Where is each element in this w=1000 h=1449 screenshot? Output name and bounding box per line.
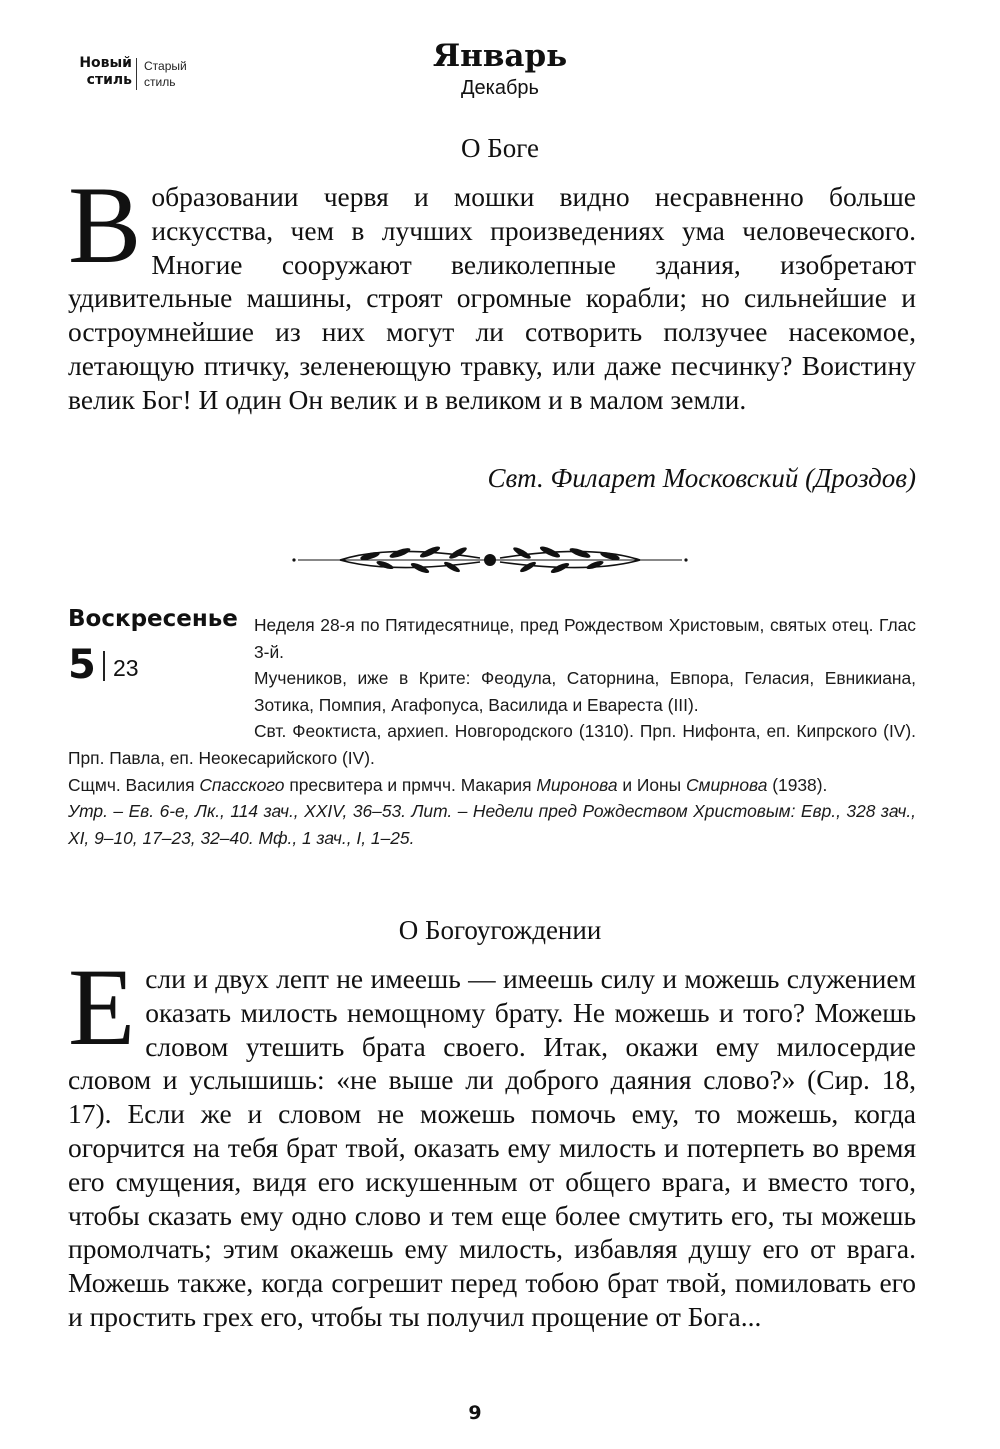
martyrs-line: Мучеников, иже в Крите: Феодула, Саторнина, Евпора, Геласия, Евникиана, Зотика, Помпия, Агафопуса, Василида и Евареста (III). <box>254 668 916 715</box>
page-number: 9 <box>468 1402 482 1424</box>
month-old-style: Декабрь <box>461 77 539 99</box>
new-martyrs-line: Сщмч. Василия Спасского пресвитера и прмчч. Макария Миронова и Ионы Смирнова (1938). <box>68 774 828 795</box>
section-title-about-god: О Боге <box>461 133 539 163</box>
day-number-old: 23 <box>113 655 139 681</box>
month-title: Январь <box>432 38 568 74</box>
new-style-word1: Новый <box>79 55 132 71</box>
old-style-word2: стиль <box>144 75 176 89</box>
ornament-divider-icon <box>280 540 700 580</box>
readings-line: Утр. – Ев. 6-е, Лк., 114 зач., XXIV, 36–53. Лит. – Недели пред Рождеством Христовым: Евр., 328 зач., XI, 9–10, 17–23, 32–40. Мф., 1 зач., I, 1–25. <box>68 801 916 848</box>
section-title-pleasing-god: О Богоугождении <box>398 915 602 945</box>
day-number-new: 5 <box>68 642 96 688</box>
calendar-entry <box>68 612 916 851</box>
section-text-pleasing-god <box>68 946 916 1334</box>
paragraph-text: сли и двух лепт не имеешь — имеешь силу и можешь служением оказать милость немощному брату. Не можешь и того? Можешь словом утешить брата своего. Итак, окажи ему милосердие словом и услышишь: «не выше ли доброго даяния слово?» (Сир. 18, 17). Если же и словом не можешь помочь ему, то можешь, когда огорчится на тебя брат твой, оказать ему милость и потерпеть во время его смущения, видя его искушенным от общего врага, и вместо того, чтобы сказать ему одно слово и тем еще более смутить его, ты можешь промолчать; этим окажешь ему милость, избавляя душу его от врага. Можешь также, когда согрешит перед тобою брат твой, помиловать его и простить грех его, чтобы ты получил прощение от Бога... <box>68 963 916 1332</box>
saints-line: Свт. Феоктиста, архиеп. Новгородского (1310). Прп. Нифонта, еп. Кипрского (IV). Прп. Павла, еп. Неокесарийского (IV). <box>68 721 916 768</box>
day-name: Воскресенье <box>68 606 238 632</box>
new-style-word2: стиль <box>86 72 132 88</box>
old-style-word1: Старый <box>144 59 187 73</box>
paragraph-text: образовании червя и мошки видно несравненно больше искусства, чем в лучших произведениях ума человеческого. Многие сооружают великолепные здания, изобретают удивительные машины, строят огромные корабли; но сильнейшие и остроумнейшие из них могут ли сотворить ползучее насекомое, летающую птичку, зеленеющую травку, или даже песчинку? Воистину велик Бог! И один Он велик и в великом и в малом земли. <box>68 181 916 415</box>
section-text-about-god <box>68 164 916 417</box>
dropcap: В <box>68 164 142 286</box>
feast-line: Неделя 28-я по Пятидесятнице, пред Рождеством Христовым, святых отец. Глас 3-й. <box>254 615 916 662</box>
dropcap: Е <box>68 946 136 1068</box>
quote-author: Свт. Филарет Московский (Дроздов) <box>487 463 916 493</box>
